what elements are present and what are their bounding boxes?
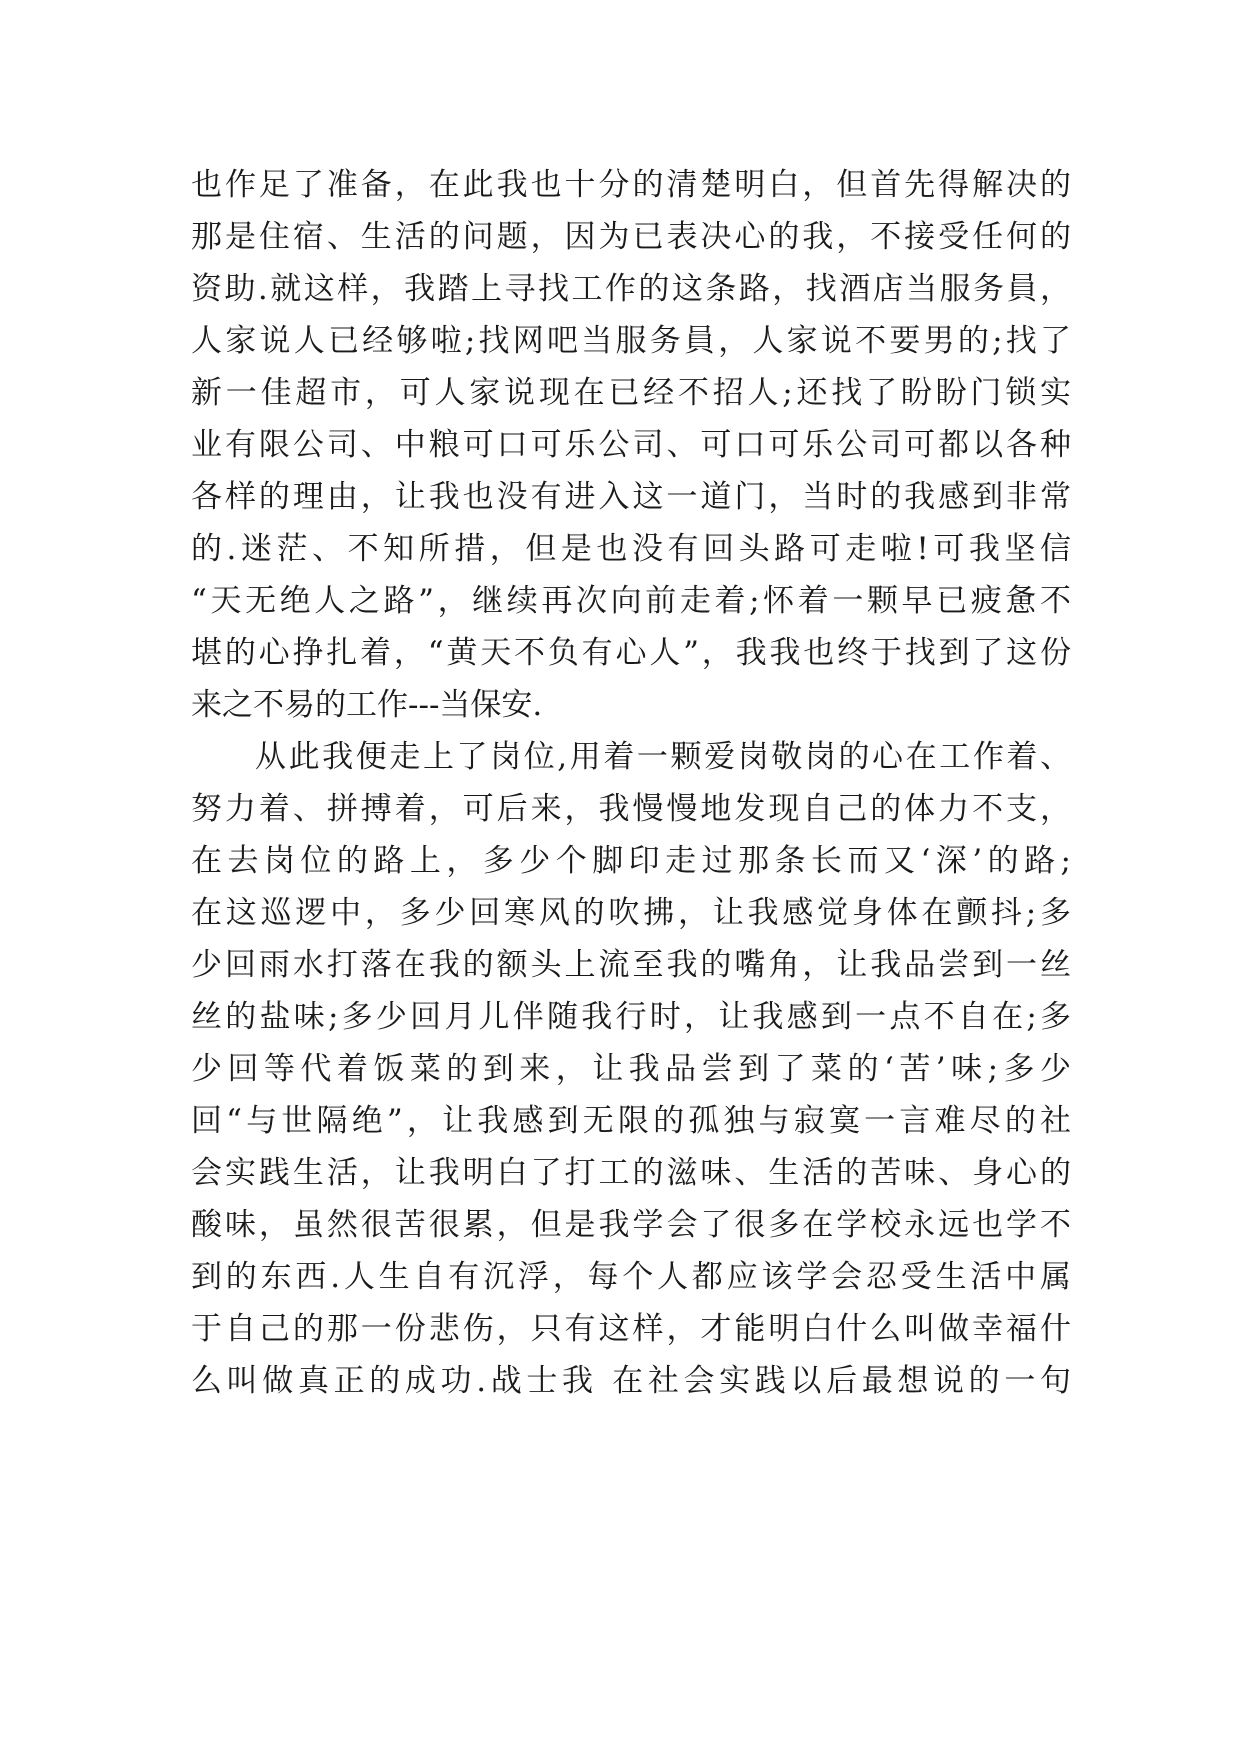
text-line: “天无绝人之路”，继续再次向前走着;怀着一颗早已疲惫不 <box>191 583 1071 619</box>
text-line: 少回雨水打落在我的额头上流至我的嘴角，让我品尝到一丝 <box>191 947 1071 983</box>
text-line: 到的东西.人生自有沉浮，每个人都应该学会忍受生活中属 <box>191 1259 1071 1295</box>
text-line: 在这巡逻中，多少回寒风的吹拂，让我感觉身体在颤抖;多 <box>191 895 1071 931</box>
text-line: 也作足了准备，在此我也十分的清楚明白，但首先得解决的 <box>191 167 1071 203</box>
text-line: 资助.就这样，我踏上寻找工作的这条路，找酒店当服务員， <box>191 271 1071 307</box>
paragraph-1 <box>191 159 1071 731</box>
text-line: 回“与世隔绝”，让我感到无限的孤独与寂寞一言难尽的社 <box>191 1103 1071 1139</box>
document-body <box>191 159 1071 1407</box>
text-line: 在去岗位的路上，多少个脚印走过那条长而又‘深’的路; <box>191 843 1071 879</box>
text-line: 的.迷茫、不知所措，但是也没有回头路可走啦!可我坚信 <box>191 531 1071 567</box>
text-line: 各样的理由，让我也没有进入这一道门，当时的我感到非常 <box>191 479 1071 515</box>
text-line: 那是住宿、生活的问题，因为已表决心的我，不接受任何的 <box>191 219 1071 255</box>
text-line: 来之不易的工作---当保安. <box>191 687 543 723</box>
text-line: 人家说人已经够啦;找网吧当服务員，人家说不要男的;找了 <box>191 323 1071 359</box>
text-line: 少回等代着饭菜的到来，让我品尝到了菜的‘苦’味;多少 <box>191 1051 1071 1087</box>
text-line: 会实践生活，让我明白了打工的滋味、生活的苦味、身心的 <box>191 1155 1071 1191</box>
text-line: 于自己的那一份悲伤，只有这样，才能明白什么叫做幸福什 <box>191 1311 1071 1347</box>
text-line: 业有限公司、中粮可口可乐公司、可口可乐公司可都以各种 <box>191 427 1071 463</box>
text-line: 么叫做真正的成功.战士我 在社会实践以后最想说的一句 <box>191 1363 1071 1399</box>
text-line: 从此我便走上了岗位,用着一颗爱岗敬岗的心在工作着、 <box>255 739 1071 775</box>
paragraph-2 <box>191 731 1071 1407</box>
text-line: 酸味，虽然很苦很累，但是我学会了很多在学校永远也学不 <box>191 1207 1071 1243</box>
text-line: 努力着、拼搏着，可后来，我慢慢地发现自己的体力不支， <box>191 791 1071 827</box>
text-line: 堪的心挣扎着，“黄天不负有心人”，我我也终于找到了这份 <box>191 635 1071 671</box>
text-line: 新一佳超市，可人家说现在已经不招人;还找了盼盼门锁实 <box>191 375 1071 411</box>
text-line: 丝的盐味;多少回月儿伴随我行时，让我感到一点不自在;多 <box>191 999 1071 1035</box>
